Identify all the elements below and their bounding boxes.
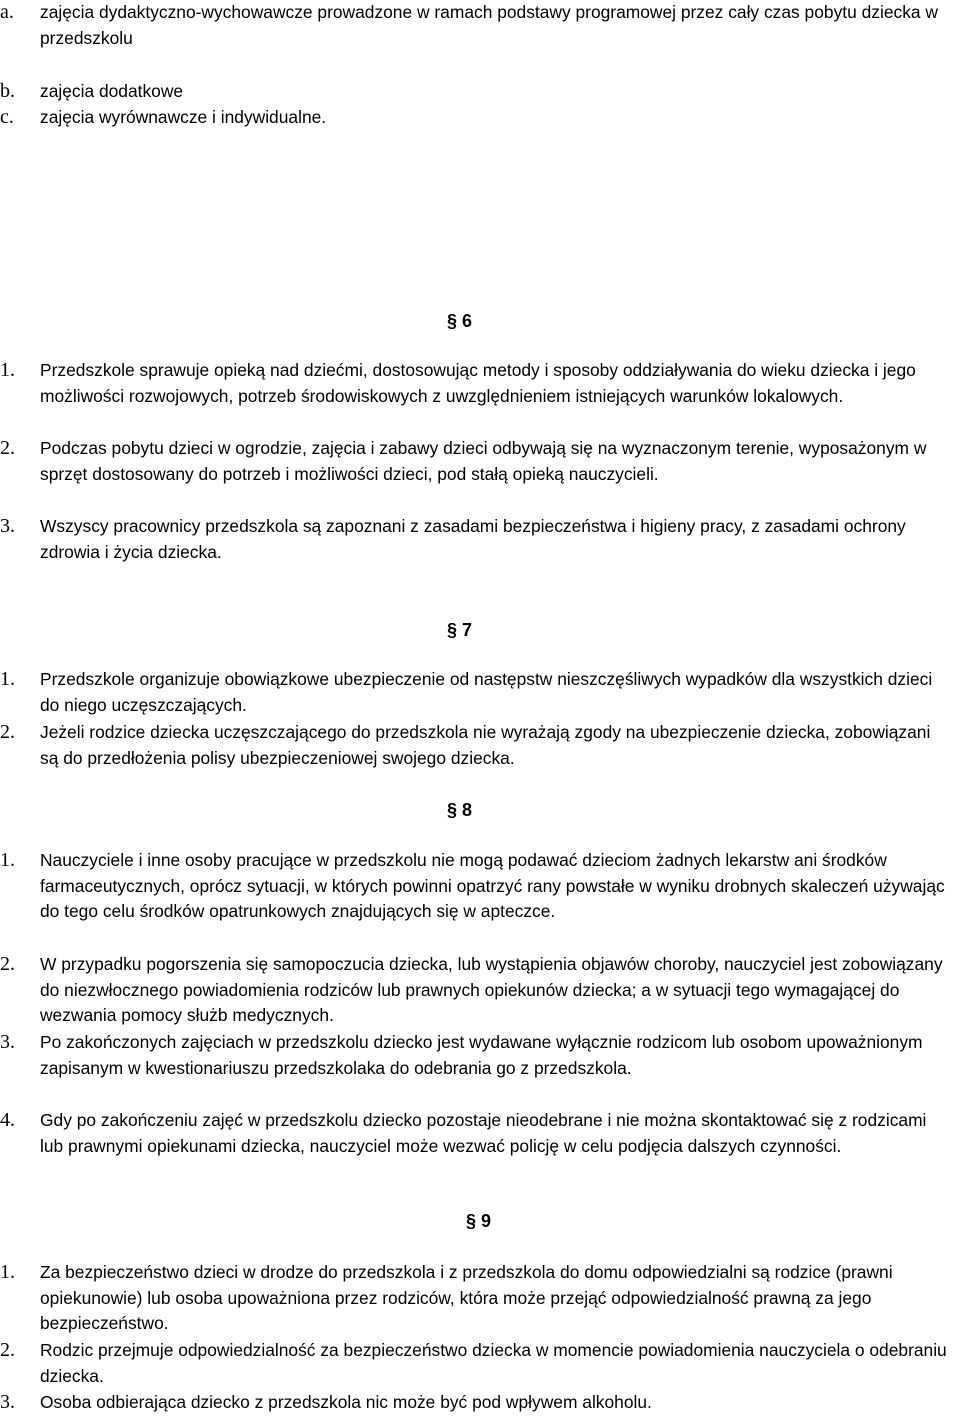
list-marker: 1. [0,359,15,381]
list-marker: 1. [0,849,15,871]
list-marker: 3. [0,515,15,537]
list-marker: 1. [0,668,15,690]
section-8-item-2 [0,952,950,1029]
section-heading-9: § 9 [466,1211,492,1231]
intro-item-c [0,105,950,131]
list-item-text: Wszyscy pracownicy przedszkola są zapoznani z zasadami bezpieczeństwa i higieny pracy, z zasadami ochrony zdrowia i życia dziecka. [40,516,906,562]
list-marker: 2. [0,437,15,459]
section-7-item-2 [0,720,950,771]
list-marker: 3. [0,1031,15,1053]
section-6-item-2 [0,436,950,487]
list-marker: 4. [0,1109,15,1131]
list-item-text: zajęcia dodatkowe [40,81,184,101]
list-item-text: Jeżeli rodzice dziecka uczęszczającego do przedszkola nie wyrażają zgody na ubezpieczenie dziecka, zobowiązani są do przedłożenia polisy ubezpieczeniowej swojego dziecka. [40,722,931,768]
list-item-text: zajęcia wyrównawcze i indywidualne. [40,107,327,127]
list-marker: 3. [0,1391,15,1413]
list-item-text: Przedszkole organizuje obowiązkowe ubezpieczenie od następstw nieszczęśliwych wypadków dla wszystkich dzieci do niego uczęszczających. [40,669,933,715]
list-marker: c. [0,106,14,128]
section-7-item-1 [0,667,950,718]
section-heading-7: § 7 [447,620,473,640]
intro-item-b [0,79,950,105]
list-item-text: Za bezpieczeństwo dzieci w drodze do przedszkola i z przedszkola do domu odpowiedzialni są rodzice (prawni opiekunowie) lub osoba upoważniona przez rodziców, która może przejąć odpowiedzialność prawną za jego bezpieczeństwo. [40,1262,893,1334]
list-marker: b. [0,80,15,102]
list-item-text: Nauczyciele i inne osoby pracujące w przedszkolu nie mogą podawać dzieciom żadnych lekarstw ani środków farmaceutycznych, oprócz sytuacji, w których powinni opatrzyć rany powstałe w wyniku drobnych skaleczeń używając do tego celu środków opatrunkowych znajdujących się w apteczce. [40,850,945,922]
list-item-text: Podczas pobytu dzieci w ogrodzie, zajęcia i zabawy dzieci odbywają się na wyznaczonym terenie, wyposażonym w sprzęt dostosowany do potrzeb i możliwości dzieci, pod stałą opieką nauczycieli. [40,438,927,484]
list-item-text: Rodzic przejmuje odpowiedzialność za bezpieczeństwo dziecka w momencie powiadomienia nauczyciela o odebraniu dziecka. [40,1340,947,1386]
list-marker: 2. [0,721,15,743]
section-9-item-3 [0,1390,950,1416]
section-heading-6: § 6 [447,311,473,331]
section-6-item-1 [0,358,950,409]
list-item-text: Przedszkole sprawuje opieką nad dziećmi, dostosowując metody i sposoby oddziaływania do wieku dziecka i jego możliwości rozwojowych, potrzeb środowiskowych z uwzględnieniem istniejących warunków lokalowych. [40,360,916,406]
intro-item-a [0,0,950,51]
list-item-text: Osoba odbierająca dziecko z przedszkola nic może być pod wpływem alkoholu. [40,1392,652,1412]
section-8-item-4 [0,1108,950,1159]
section-9-item-2 [0,1338,950,1389]
list-item-text: Gdy po zakończeniu zajęć w przedszkolu dziecko pozostaje nieodebrane i nie można skontaktować się z rodzicami lub prawnymi opiekunami dziecka, nauczyciel może wezwać policję w celu podjęcia dalszych czynności. [40,1110,927,1156]
list-marker: 1. [0,1261,15,1283]
section-8-item-3 [0,1030,950,1081]
section-6-item-3 [0,514,950,565]
section-8-item-1 [0,848,950,925]
section-heading-8: § 8 [447,800,473,820]
list-item-text: zajęcia dydaktyczno-wychowawcze prowadzone w ramach podstawy programowej przez cały czas pobytu dziecka w przedszkolu [40,2,938,48]
section-9-item-1 [0,1260,950,1337]
list-marker: a. [0,1,14,23]
list-marker: 2. [0,953,15,975]
list-item-text: Po zakończonych zajęciach w przedszkolu dziecko jest wydawane wyłącznie rodzicom lub osobom upoważnionym zapisanym w kwestionariuszu przedszkolaka do odebrania go z przedszkola. [40,1032,923,1078]
list-marker: 2. [0,1339,15,1361]
list-item-text: W przypadku pogorszenia się samopoczucia dziecka, lub wystąpienia objawów choroby, nauczyciel jest zobowiązany do niezwłocznego powiadomienia rodziców lub prawnych opiekunów dziecka; a w sytuacji tego wymagającej do wezwania pomocy służb medycznych. [40,954,943,1026]
